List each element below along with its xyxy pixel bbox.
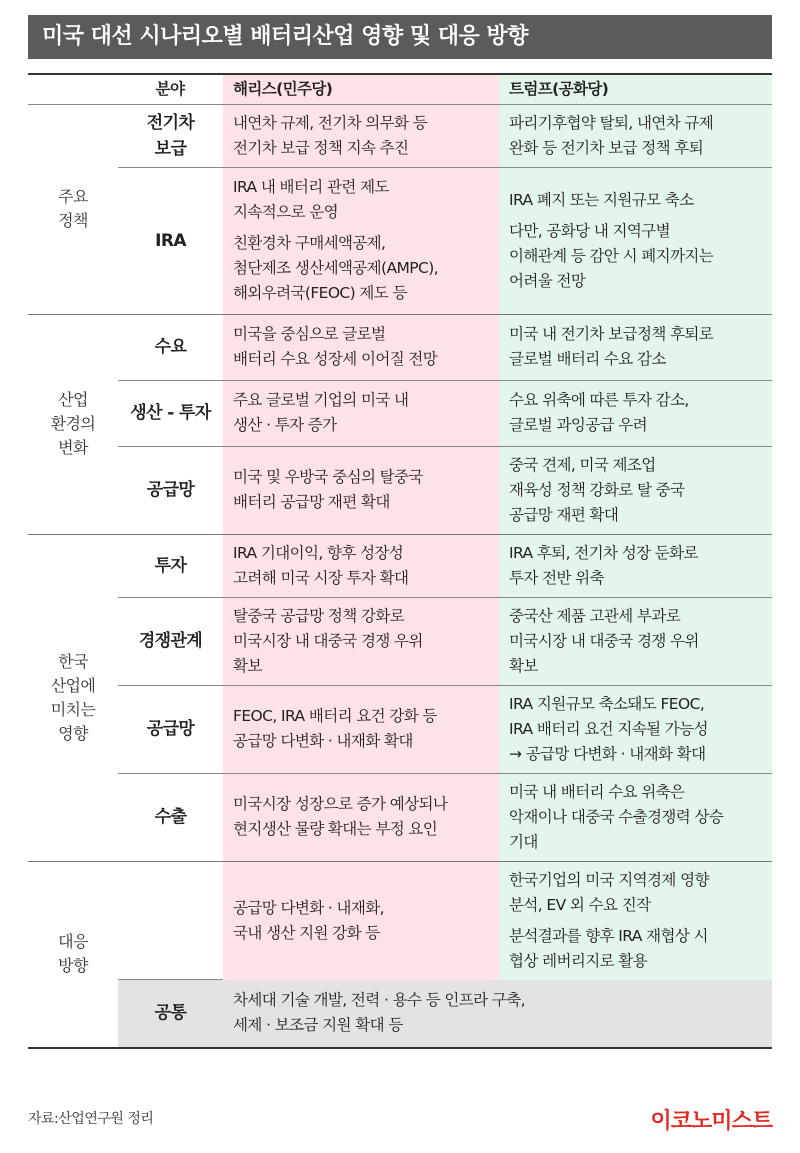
cell-line: 협상 레버리지로 활용 xyxy=(509,951,648,970)
cell-line: 미국 및 우방국 중심의 탈중국 xyxy=(233,468,423,486)
publisher-logo: 이코노미스트 xyxy=(650,1109,772,1134)
cell-line: 다만, 공화당 내 지역구별 xyxy=(509,221,671,240)
category-cell xyxy=(28,534,118,861)
category-label: 변화 xyxy=(58,438,88,457)
cell-line: 확보 xyxy=(233,656,262,675)
field-label: 투자 xyxy=(154,555,187,576)
cell-line: 전기차 보급 정책 지속 추진 xyxy=(233,138,409,157)
field-cell xyxy=(118,861,223,980)
cell-line: 완화 등 전기차 보급 정책 후퇴 xyxy=(509,138,704,157)
cell-line: FEOC, IRA 배터리 요건 강화 등 xyxy=(233,707,437,725)
cell-line: 친환경차 구매세액공제, xyxy=(233,234,386,252)
field-label: IRA xyxy=(155,230,186,251)
category-label: 환경의 xyxy=(50,414,96,433)
table-row xyxy=(28,597,772,685)
cell-line: 수요 위축에 따른 투자 감소, xyxy=(509,391,689,409)
category-label: 정책 xyxy=(58,211,88,230)
table-row xyxy=(28,446,772,534)
harris-cell xyxy=(223,167,499,314)
cell-line: 미국시장 성장으로 증가 예상되나 xyxy=(233,795,448,813)
category-label: 영향 xyxy=(58,723,88,743)
field-label: 보급 xyxy=(154,138,187,159)
harris-cell xyxy=(223,314,499,380)
harris-cell xyxy=(223,685,499,773)
cell-line: 고려해 미국 시장 투자 확대 xyxy=(233,568,409,587)
trump-cell xyxy=(499,104,772,167)
source-note: 자료:산업연구원 정리 xyxy=(28,1111,154,1127)
cell-line: 미국시장 내 대중국 경쟁 우위 xyxy=(509,631,699,650)
cell-line: 악재이나 대중국 수출경쟁력 상승 xyxy=(509,807,724,826)
cell-line: 미국을 중심으로 글로벌 xyxy=(233,325,386,343)
cell-line: 주요 글로벌 기업의 미국 내 xyxy=(233,391,409,409)
field-cell xyxy=(118,534,223,597)
harris-cell xyxy=(223,861,499,980)
table-row xyxy=(28,685,772,773)
cell-line: 공급망 다변화 · 내재화, xyxy=(233,898,384,917)
field-label: 전기차 xyxy=(146,112,195,133)
cell-line: 지속적으로 운영 xyxy=(233,203,338,221)
trump-cell xyxy=(499,534,772,597)
harris-cell xyxy=(223,380,499,446)
cell-line: 탈중국 공급망 정책 강화로 xyxy=(233,606,405,625)
category-label: 산업 xyxy=(58,390,88,409)
field-label: 공급망 xyxy=(146,480,195,500)
page-title: 미국 대선 시나리오별 배터리산업 영향 및 대응 방향 xyxy=(28,15,772,59)
category-cell xyxy=(28,314,118,534)
common-field: 공통 xyxy=(118,980,223,1048)
cell-line: IRA 지원규모 축소돼도 FEOC, xyxy=(509,694,705,713)
category-label: 산업에 xyxy=(50,675,96,695)
cell-line: 한국기업의 미국 지역경제 영향 xyxy=(509,870,709,889)
cell-line: 첨단제조 생산세액공제(AMPC), xyxy=(233,259,439,277)
category-label: 대응 xyxy=(58,932,88,951)
field-cell xyxy=(118,597,223,685)
cell-line: 투자 전반 위축 xyxy=(509,568,604,587)
table-row xyxy=(28,314,772,380)
field-cell xyxy=(118,446,223,534)
category-cell xyxy=(28,104,118,314)
field-cell xyxy=(118,104,223,167)
field-cell xyxy=(118,773,223,861)
cell-line: 현지생산 물량 확대는 부정 요인 xyxy=(233,820,438,838)
cell-line: 내연차 규제, 전기차 의무화 등 xyxy=(233,113,428,132)
header-harris: 해리스(민주당) xyxy=(223,74,499,104)
cell-line: 생산 · 투자 증가 xyxy=(233,416,337,434)
cell-line: 파리기후협약 탈퇴, 내연차 규제 xyxy=(509,113,714,132)
cell-line: IRA 배터리 요건 지속될 가능성 xyxy=(509,719,708,738)
cell-line: 중국산 제품 고관세 부과로 xyxy=(509,606,681,625)
cell-line: 미국시장 내 대중국 경쟁 우위 xyxy=(233,631,423,650)
common-cell xyxy=(223,980,772,1048)
cell-line: 국내 생산 지원 강화 등 xyxy=(233,923,380,942)
harris-cell xyxy=(223,597,499,685)
cell-line: 분석결과를 향후 IRA 재협상 시 xyxy=(509,926,708,945)
trump-cell xyxy=(499,597,772,685)
table-header xyxy=(28,74,772,104)
cell-line: 기대 xyxy=(509,832,538,851)
cell-line: 분석, EV 외 수요 진작 xyxy=(509,895,651,914)
trump-cell xyxy=(499,314,772,380)
cell-line: IRA 폐지 또는 지원규모 축소 xyxy=(509,190,694,209)
cell-line: 공급망 다변화 · 내재화 확대 xyxy=(233,732,413,750)
cell-line: 중국 견제, 미국 제조업 xyxy=(509,455,656,474)
policy-table xyxy=(28,73,772,1049)
table-row xyxy=(28,773,772,861)
cell-line: 미국 내 배터리 수요 위축은 xyxy=(509,782,685,801)
common-row xyxy=(28,980,772,1048)
cell-line: 어려울 전망 xyxy=(509,271,586,290)
table-row xyxy=(28,167,772,314)
table-row xyxy=(28,534,772,597)
harris-cell xyxy=(223,773,499,861)
category-label: 방향 xyxy=(58,956,88,975)
cell-line: 재육성 정책 강화로 탈 중국 xyxy=(509,480,685,499)
header-trump: 트럼프(공화당) xyxy=(499,74,772,104)
category-cell xyxy=(28,861,118,1048)
trump-cell xyxy=(499,167,772,314)
field-cell xyxy=(118,314,223,380)
field-label: 수요 xyxy=(154,337,187,357)
table-body xyxy=(28,104,772,1048)
harris-cell xyxy=(223,534,499,597)
category-label: 미치는 xyxy=(50,699,96,719)
cell-line: 이해관계 등 감안 시 폐지까지는 xyxy=(509,246,714,265)
harris-cell xyxy=(223,446,499,534)
field-cell xyxy=(118,685,223,773)
table-row xyxy=(28,380,772,446)
cell-line: IRA 후퇴, 전기차 성장 둔화로 xyxy=(509,543,698,562)
cell-line: IRA 기대이익, 향후 성장성 xyxy=(233,543,404,562)
category-label: 한국 xyxy=(58,651,88,671)
cell-line: 차세대 기술 개발, 전력 · 용수 등 인프라 구축, xyxy=(233,991,525,1009)
trump-cell xyxy=(499,861,772,980)
cell-line: 글로벌 과잉공급 우려 xyxy=(509,416,648,434)
header-field: 분야 xyxy=(118,74,223,104)
cell-line: 세제 · 보조금 지원 확대 등 xyxy=(233,1016,403,1034)
cell-line: 공급망 재편 확대 xyxy=(509,505,619,524)
cell-line: → 공급망 다변화 · 내재화 확대 xyxy=(509,744,706,763)
trump-cell xyxy=(499,773,772,861)
field-label: 수출 xyxy=(154,807,187,827)
harris-cell xyxy=(223,104,499,167)
table-row xyxy=(28,104,772,167)
field-label: 공급망 xyxy=(146,719,195,739)
category-label: 주요 xyxy=(58,187,88,206)
trump-cell xyxy=(499,685,772,773)
cell-line: 글로벌 배터리 수요 감소 xyxy=(509,350,666,368)
field-cell xyxy=(118,380,223,446)
trump-cell xyxy=(499,380,772,446)
field-label: 생산 - 투자 xyxy=(130,403,211,423)
field-cell xyxy=(118,167,223,314)
cell-line: 확보 xyxy=(509,656,538,675)
cell-line: 배터리 공급망 재편 확대 xyxy=(233,493,390,511)
cell-line: 배터리 수요 성장세 이어질 전망 xyxy=(233,350,438,368)
trump-cell xyxy=(499,446,772,534)
table-row xyxy=(28,861,772,980)
cell-line: IRA 내 배터리 관련 제도 xyxy=(233,178,389,196)
cell-line: 미국 내 전기차 보급정책 후퇴로 xyxy=(509,325,714,343)
cell-line: 해외우려국(FEOC) 제도 등 xyxy=(233,284,407,302)
field-label: 경쟁관계 xyxy=(138,631,203,651)
